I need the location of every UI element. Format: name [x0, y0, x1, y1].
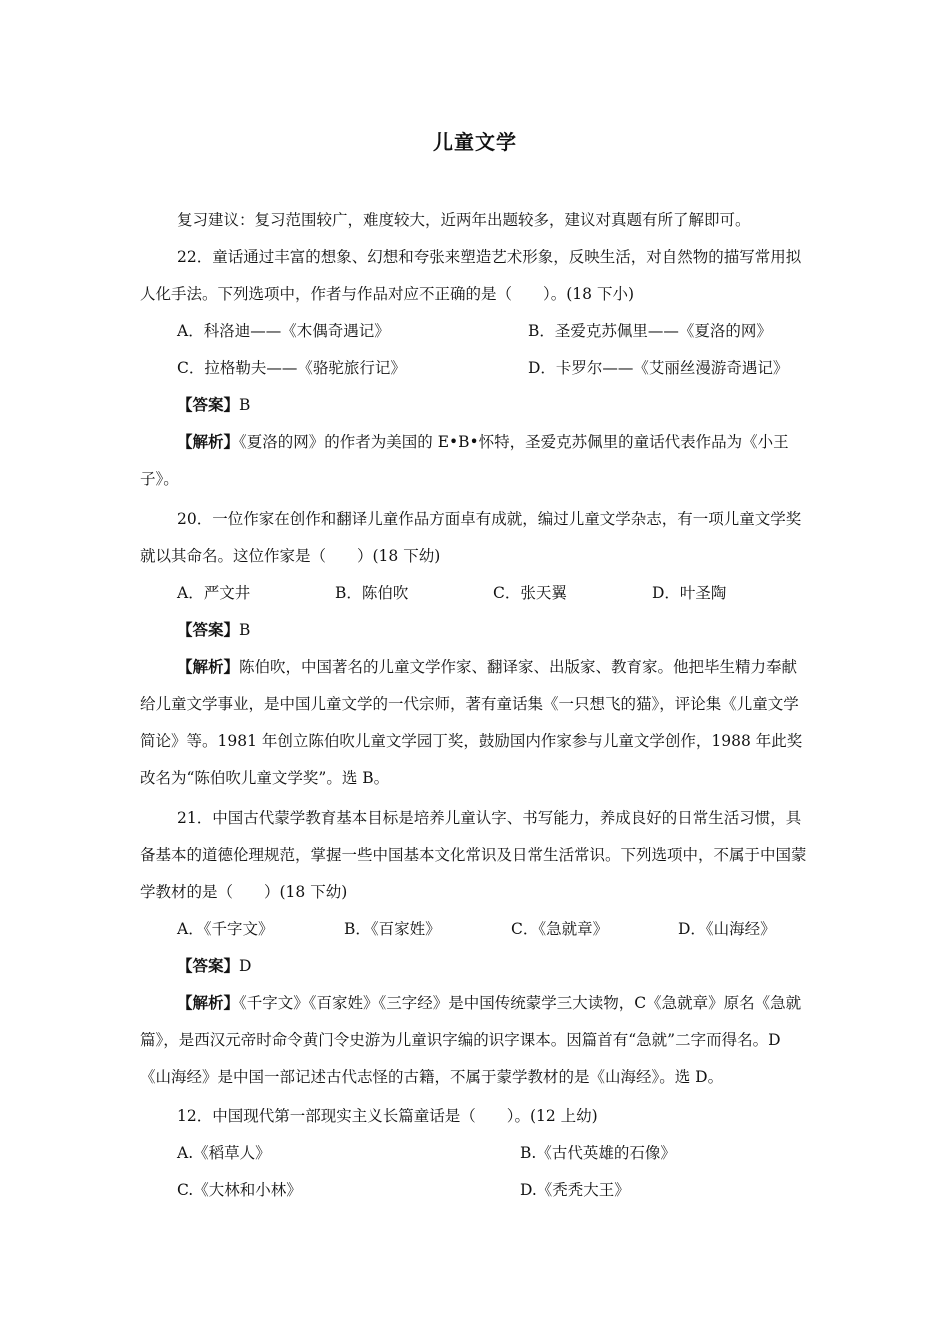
analysis-tag: 【解析】	[177, 994, 240, 1012]
question-22-answer	[140, 387, 808, 424]
answer-value: B	[239, 621, 251, 639]
question-21-option-d: D．《山海经》	[678, 920, 776, 938]
analysis-text: 《千字文》《百家姓》《三字经》是中国传统蒙学三大读物，C《急就章》原名《急就篇》，是西汉元帝时命令黄门令史游为儿童识字编的识字课本。因篇首有“急就”二字而得名。D《山海经》是中国一部记述古代志怪的古籍，不属于蒙学教材的是《山海经》。选 D。	[140, 994, 802, 1086]
answer-tag: 【答案】	[177, 957, 240, 975]
question-22-option-c: C．拉格勒夫——《骆驼旅行记》	[177, 359, 406, 377]
question-12-option-c: C.《大林和小林》	[177, 1181, 302, 1199]
review-advice: 复习建议：复习范围较广，难度较大，近两年出题较多，建议对真题有所了解即可。	[177, 211, 751, 229]
question-22-options-row-1	[140, 313, 808, 350]
question-20-analysis	[140, 649, 808, 797]
question-12-block	[140, 1098, 808, 1209]
page-title: 儿童文学	[433, 130, 517, 154]
question-21-option-b: B．《百家姓》	[344, 920, 441, 938]
question-20-option-d: D．叶圣陶	[652, 584, 727, 602]
question-21-analysis	[140, 985, 808, 1096]
question-12-option-d: D.《秃秃大王》	[520, 1181, 630, 1199]
question-12-options-row-1	[140, 1135, 808, 1172]
answer-value: B	[239, 396, 251, 414]
analysis-text: 《夏洛的网》的作者为美国的 E•B•怀特，圣爱克苏佩里的童话代表作品为《小王子》。	[140, 433, 789, 488]
question-22-block	[140, 202, 808, 498]
answer-tag: 【答案】	[177, 621, 240, 639]
question-22-option-b: B．圣爱克苏佩里——《夏洛的网》	[528, 322, 772, 340]
question-21-block	[140, 800, 808, 1096]
question-20-option-b: B．陈伯吹	[335, 584, 409, 602]
question-22-option-d: D．卡罗尔——《艾丽丝漫游奇遇记》	[528, 359, 789, 377]
question-12-option-a: A.《稻草人》	[177, 1144, 271, 1162]
question-21-options-row	[140, 911, 808, 948]
question-22-stem: 22．童话通过丰富的想象、幻想和夸张来塑造艺术形象，反映生活，对自然物的描写常用拟人化手法。下列选项中，作者与作品对应不正确的是（ ）。(18 下小)	[140, 248, 802, 303]
question-22-option-a: A．科洛迪——《木偶奇遇记》	[177, 322, 390, 340]
question-21-option-c: C．《急就章》	[511, 920, 609, 938]
question-22-analysis	[140, 424, 808, 498]
question-21-answer	[140, 948, 808, 985]
question-21-option-a: A．《千字文》	[177, 920, 274, 938]
question-20-answer	[140, 612, 808, 649]
question-12-option-b: B.《古代英雄的石像》	[520, 1144, 676, 1162]
question-22-options-row-2	[140, 350, 808, 387]
question-20-block	[140, 501, 808, 797]
analysis-tag: 【解析】	[177, 433, 240, 451]
analysis-text: 陈伯吹，中国著名的儿童文学作家、翻译家、出版家、教育家。他把毕生精力奉献给儿童文学事业，是中国儿童文学的一代宗师，著有童话集《一只想飞的猫》，评论集《儿童文学简论》等。1981 年创立陈伯吹儿童文学园丁奖，鼓励国内作家参与儿童文学创作，1988 年此奖改名为“陈伯吹儿童文学奖”。选 B。	[140, 658, 803, 787]
question-20-stem: 20．一位作家在创作和翻译儿童作品方面卓有成就，编过儿童文学杂志，有一项儿童文学奖就以其命名。这位作家是（ ）(18 下幼)	[140, 510, 802, 565]
question-20-options-row	[140, 575, 808, 612]
question-12-options-row-2	[140, 1172, 808, 1209]
question-12-stem: 12．中国现代第一部现实主义长篇童话是（ ）。(12 上幼)	[177, 1107, 598, 1125]
analysis-tag: 【解析】	[177, 658, 240, 676]
answer-value: D	[239, 957, 252, 975]
question-20-option-a: A．严文井	[177, 584, 251, 602]
answer-tag: 【答案】	[177, 396, 240, 414]
question-21-stem: 21．中国古代蒙学教育基本目标是培养儿童认字、书写能力，养成良好的日常生活习惯，具备基本的道德伦理规范，掌握一些中国基本文化常识及日常生活常识。下列选项中，不属于中国蒙学教材的是（ ）(18 下幼)	[140, 809, 807, 901]
question-20-option-c: C．张天翼	[493, 584, 567, 602]
